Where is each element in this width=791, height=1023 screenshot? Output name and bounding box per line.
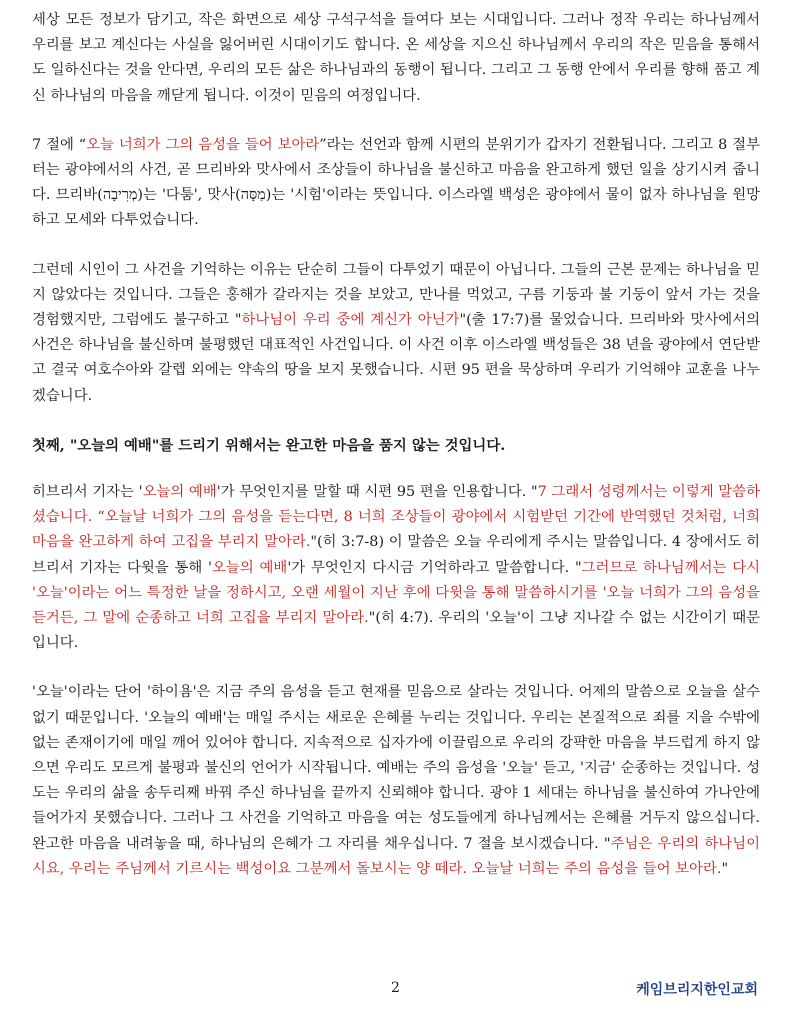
text-run: " (721, 860, 729, 877)
text-run: "(히 3:7-8) 이 말씀은 오늘 우리에게 주시는 말씀입니다. 4 장에서도 히브리서 기자는 다윗을 통해 ' (32, 534, 760, 576)
paragraph-today (32, 680, 760, 882)
text-run: '가 무엇인지를 말할 때 시편 95 편을 인용합니다. " (216, 484, 538, 501)
text-run: 7 절에 “ (32, 136, 87, 153)
text-run: '가 무엇인지 다시금 기억하라고 말씀합니다. " (287, 559, 582, 576)
paragraph-meribah (32, 258, 760, 409)
text-run: 그런데 시인이 그 사건을 기억하는 이유는 단순히 그들이 다투었기 때문이 아닙니다. 그들의 근본 문제는 하나님을 믿지 않았다는 것입니다. 그들은 홍해가 갈라지는 것을 보았고, 만나를 먹었고, 구름 기둥과 불 기둥이 앞서 가는 것을 경험했지만, 그럼에도 불구하고 " (32, 261, 760, 329)
text-run: ”라는 선언과 함께 시편의 분위기가 갑자기 전환됩니다. 그리고 8 절부터는 광야에서의 사건, 곧 므리바와 맛사에서 조상들이 하나님을 불신하고 마음을 완고하게 했던 일을 상기시켜 줍니다. 므리바(מְרִיבָה)는 '다툼', 맛사(מַסָּה)는 '시험'이라는 뜻입니다. 이스라엘 백성은 광야에서 물이 없자 하나님을 원망하고 모세와 다투었습니다. (32, 136, 760, 229)
scripture-quote: 하나님이 우리 중에 계신가 아닌가 (241, 312, 460, 329)
highlighted-phrase: 오늘의 예배 (212, 559, 288, 576)
text-run: "(히 4:7). 우리의 '오늘'이 그냥 지나갈 수 없는 시간이기 때문입니다. (32, 610, 760, 652)
church-name: 케임브리지한인교회 (636, 982, 758, 998)
scripture-quote: 7 그래서 성령께서는 이렇게 말씀하셨습니다. “오늘날 너희가 그의 음성을 듣는다면, 8 너희 조상들이 광야에서 시험받던 기간에 반역했던 것처럼, 너희 마음을 완고하게 하여 고집을 부리지 말아라. (32, 484, 760, 551)
text-run: '오늘'이라는 단어 '하이욤'은 지금 주의 음성을 듣고 현재를 믿음으로 살라는 것입니다. 어제의 말씀으로 오늘을 살수 없기 때문입니다. '오늘의 예배'는 매일 주시는 새로운 은혜를 누리는 것입니다. 우리는 본질적으로 죄를 지을 수밖에 없는 존재이기에 매일 깨어 있어야 합니다. 지속적으로 십자가에 이끌림으로 우리의 강퍅한 마음을 부드럽게 하지 않으면 우리도 모르게 불평과 불신의 언어가 시작됩니다. 예배는 주의 음성을 '오늘' 듣고, '지금' 순종하는 것입니다. 성도는 우리의 삶을 송두리째 바꿔 주신 하나님을 끝까지 신뢰해야 합니다. 광야 1 세대는 하나님을 불신하여 가나안에 들어가지 못했습니다. 그러나 그 사건을 기억하고 마음을 여는 성도들에게 하나님께서는 은혜를 거두지 않으십니다. 완고한 마음을 내려놓을 때, 하나님의 은혜가 그 자리를 채우십니다. 7 절을 보시겠습니다. " (32, 684, 760, 852)
paragraph-intro (32, 8, 760, 109)
scripture-quote: 오늘 너희가 그의 음성을 들어 보아라 (86, 136, 320, 153)
section-heading: 첫째, "오늘의 예배"를 드리기 위해서는 완고한 마음을 품지 않는 것입니다. (32, 436, 506, 454)
text-run: "(출 17:7)를 물었습니다. 므리바와 맛사에서의 사건은 하나님을 불신하며 불평했던 대표적인 사건입니다. 이 사건 이후 이스라엘 백성들은 38 년을 광야에서 연단받고 결국 여호수아와 갈렙 외에는 약속의 땅을 보지 못했습니다. 시편 95 편을 묵상하며 우리가 기억해야 교훈을 나누겠습니다. (32, 312, 760, 404)
document-body (32, 8, 760, 906)
text-run: 히브리서 기자는 ' (32, 484, 143, 501)
highlighted-phrase: 오늘의 예배 (142, 484, 217, 501)
paragraph-verse-7 (32, 133, 760, 234)
scripture-quote: 그러므로 하나님께서는 다시 '오늘'이라는 어느 특정한 날을 정하시고, 오랜 세월이 지난 후에 다윗을 통해 말씀하시기를 '오늘 너희가 그의 음성을 듣거든, 그 말에 순종하고 너희 고집을 부리지 말아라. (32, 559, 760, 627)
paragraph-text: 세상 모든 정보가 담기고, 작은 화면으로 세상 구석구석을 들여다 보는 시대입니다. 그러나 정작 우리는 하나님께서 우리를 보고 계신다는 사실을 잃어버린 시대이기도 합니다. 온 세상을 지으신 하나님께서 우리의 작은 믿음을 통해서도 일하신다는 것을 안다면, 우리의 모든 삶은 하나님과의 동행이 됩니다. 그리고 그 동행 안에서 우리를 향해 품고 계신 하나님의 마음을 깨닫게 됩니다. 이것이 믿음의 여정입니다. (32, 12, 760, 104)
scripture-quote: 주님은 우리의 하나님이시요, 우리는 주님께서 기르시는 백성이요 그분께서 돌보시는 양 떼라. 오늘날 너희는 주의 음성을 들어 보아라. (32, 835, 760, 877)
page-number: 2 (391, 980, 400, 996)
paragraph-hebrews (32, 480, 760, 656)
